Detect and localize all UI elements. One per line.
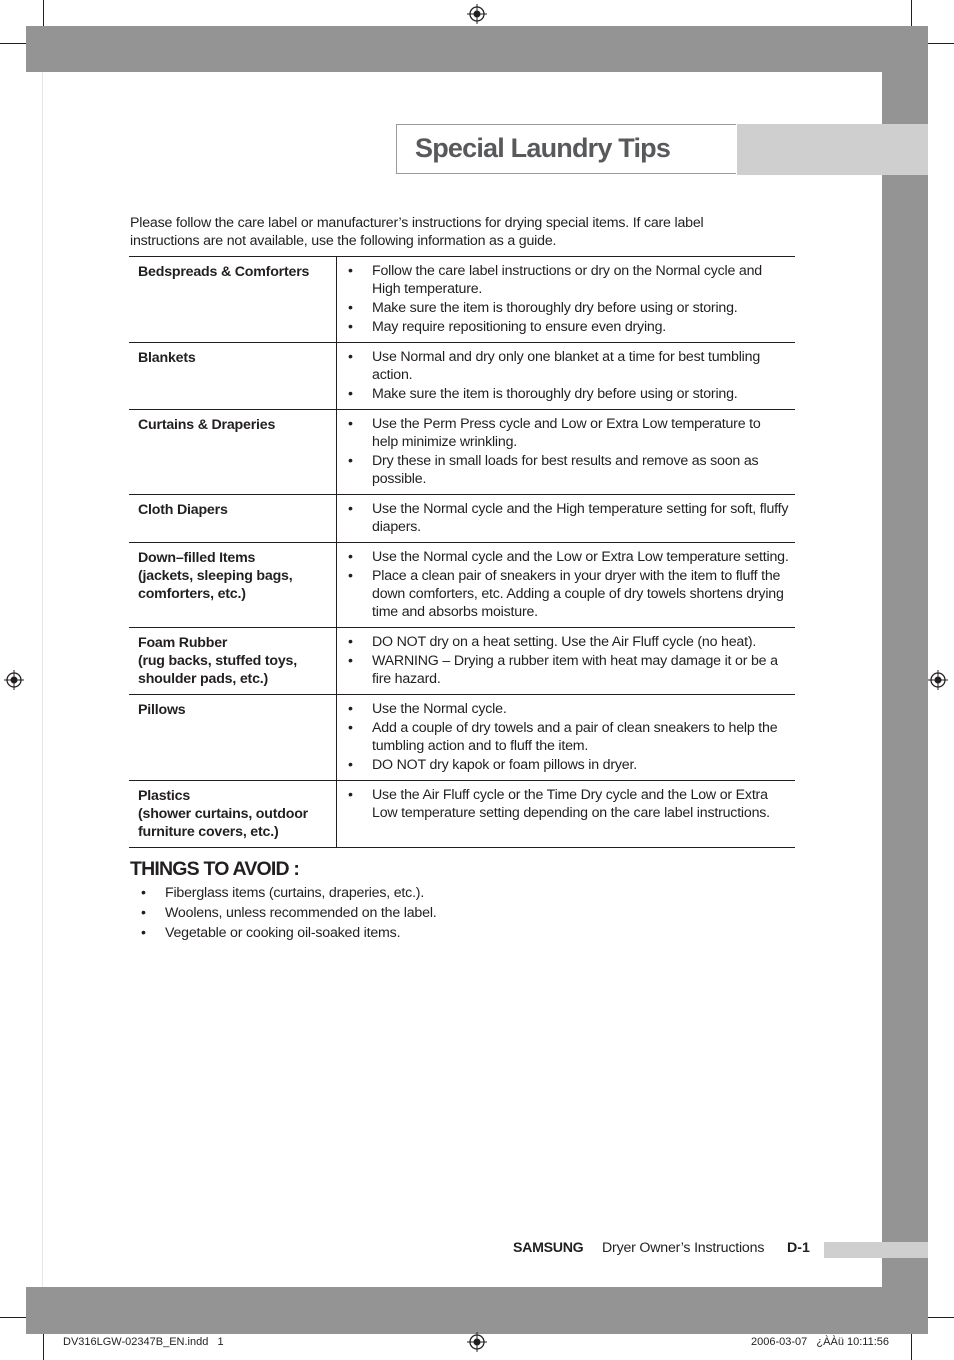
item-name-line: comforters, etc.) xyxy=(138,586,246,602)
tip-list-item: • Make sure the item is thoroughly dry before using or storing. xyxy=(347,385,789,403)
things-to-avoid-list xyxy=(140,884,740,944)
tip-list-item: • Follow the care label instructions or dry on the Normal cycle and High temperature. xyxy=(347,262,789,298)
tips-cell xyxy=(337,781,796,848)
tip-list-item: • Use the Normal cycle. xyxy=(347,700,789,718)
things-to-avoid-heading: THINGS TO AVOID : xyxy=(130,858,300,880)
tips-list xyxy=(347,633,789,688)
table-row xyxy=(129,495,795,543)
item-name-line: (jackets, sleeping bags, xyxy=(138,568,293,584)
print-slug-timestamp: 2006-03-07 ¿ÀÀü 10:11:56 xyxy=(751,1336,890,1348)
item-name-line: furniture covers, etc.) xyxy=(138,824,279,840)
tips-list xyxy=(347,700,789,774)
page-title: Special Laundry Tips xyxy=(415,133,671,163)
tip-list-item: • Use the Perm Press cycle and Low or Extra Low temperature to help minimize wrinkling. xyxy=(347,415,789,451)
crop-mark xyxy=(43,1334,44,1360)
tips-list xyxy=(347,262,789,336)
tips-cell xyxy=(337,410,796,495)
tips-list xyxy=(347,548,789,621)
table-row xyxy=(129,543,795,628)
tip-list-item: • Make sure the item is thoroughly dry before using or storing. xyxy=(347,299,789,317)
item-name-line: Foam Rubber xyxy=(138,635,228,651)
crop-mark xyxy=(43,0,44,26)
intro-paragraph: Please follow the care label or manufacturer’s instructions for drying special items. If care label instructions are not available, use the following information as a guide. xyxy=(130,215,704,249)
tips-cell xyxy=(337,628,796,695)
tip-list-item: • DO NOT dry on a heat setting. Use the Air Fluff cycle (no heat). xyxy=(347,633,789,651)
item-name-cell xyxy=(129,257,337,343)
item-name-line: shoulder pads, etc.) xyxy=(138,671,269,687)
tip-list-item: • Dry these in small loads for best results and remove as soon as possible. xyxy=(347,452,789,488)
tips-list xyxy=(347,348,789,403)
tips-list xyxy=(347,415,789,488)
table-row xyxy=(129,343,795,410)
list-item: • Woolens, unless recommended on the label. xyxy=(140,904,740,923)
tips-cell xyxy=(337,543,796,628)
crop-mark xyxy=(911,0,912,26)
tips-cell xyxy=(337,495,796,543)
registration-mark-icon xyxy=(467,1332,487,1352)
crop-mark xyxy=(928,1317,954,1318)
item-name-line: (shower curtains, outdoor xyxy=(138,806,308,822)
item-name-cell xyxy=(129,495,337,543)
page-title-box xyxy=(396,124,736,174)
tips-cell xyxy=(337,343,796,410)
title-tab xyxy=(737,124,928,175)
tips-table-body xyxy=(129,257,795,848)
item-name-line: Down–filled Items xyxy=(138,550,256,566)
crop-mark xyxy=(928,43,954,44)
tip-list-item: • DO NOT dry kapok or foam pillows in dryer. xyxy=(347,756,789,774)
laundry-tips-table xyxy=(129,256,795,848)
item-name-line: Cloth Diapers xyxy=(138,502,228,518)
footer-brand: SAMSUNG xyxy=(513,1240,584,1256)
tips-cell xyxy=(337,257,796,343)
footer-tab xyxy=(824,1242,928,1258)
tip-list-item: • Use the Normal cycle and the Low or Extra Low temperature setting. xyxy=(347,548,789,566)
footer-doc-title: Dryer Owner’s Instructions xyxy=(602,1240,765,1256)
table-row xyxy=(129,628,795,695)
registration-mark-icon xyxy=(467,4,487,24)
top-gray-band xyxy=(26,26,928,72)
list-item: • Vegetable or cooking oil-soaked items. xyxy=(140,924,740,943)
item-name-cell xyxy=(129,543,337,628)
item-name-line: Curtains & Draperies xyxy=(138,417,276,433)
tip-list-item: • WARNING – Drying a rubber item with heat may damage it or be a fire hazard. xyxy=(347,652,789,688)
table-row xyxy=(129,257,795,343)
table-row xyxy=(129,695,795,781)
bottom-gray-band xyxy=(26,1287,928,1334)
crop-mark xyxy=(0,43,26,44)
tip-list-item: • Place a clean pair of sneakers in your dryer with the item to fluff the down comforters, etc. Adding a couple of dry towels shortens drying time and absorbs moisture. xyxy=(347,567,789,621)
tip-list-item: • Use the Air Fluff cycle or the Time Dry cycle and the Low or Extra Low temperature setting depending on the care label instructions. xyxy=(347,786,789,822)
list-item: • Fiberglass items (curtains, draperies, etc.). xyxy=(140,884,740,903)
item-name-cell xyxy=(129,628,337,695)
table-row xyxy=(129,781,795,848)
item-name-line: (rug backs, stuffed toys, xyxy=(138,653,297,669)
registration-mark-icon xyxy=(928,670,948,690)
tip-list-item: • Use the Normal cycle and the High temperature setting for soft, fluffy diapers. xyxy=(347,500,789,536)
item-name-line: Plastics xyxy=(138,788,191,804)
right-gray-band xyxy=(882,26,928,1334)
item-name-cell xyxy=(129,695,337,781)
crop-mark xyxy=(0,1317,26,1318)
item-name-cell xyxy=(129,343,337,410)
tips-list xyxy=(347,786,789,822)
item-name-line: Pillows xyxy=(138,702,186,718)
footer-page-number: D-1 xyxy=(787,1240,810,1256)
tip-list-item: • Use Normal and dry only one blanket at a time for best tumbling action. xyxy=(347,348,789,384)
print-slug-filename: DV316LGW-02347B_EN.indd 1 xyxy=(63,1336,224,1348)
item-name-line: Bedspreads & Comforters xyxy=(138,264,310,280)
left-edge-line xyxy=(42,72,43,1287)
item-name-cell xyxy=(129,410,337,495)
crop-mark xyxy=(911,1334,912,1360)
table-row xyxy=(129,410,795,495)
tip-list-item: • Add a couple of dry towels and a pair of clean sneakers to help the tumbling action and to fluff the item. xyxy=(347,719,789,755)
item-name-cell xyxy=(129,781,337,848)
registration-mark-icon xyxy=(4,670,24,690)
item-name-line: Blankets xyxy=(138,350,196,366)
tip-list-item: • May require repositioning to ensure even drying. xyxy=(347,318,789,336)
tips-list xyxy=(347,500,789,536)
tips-cell xyxy=(337,695,796,781)
